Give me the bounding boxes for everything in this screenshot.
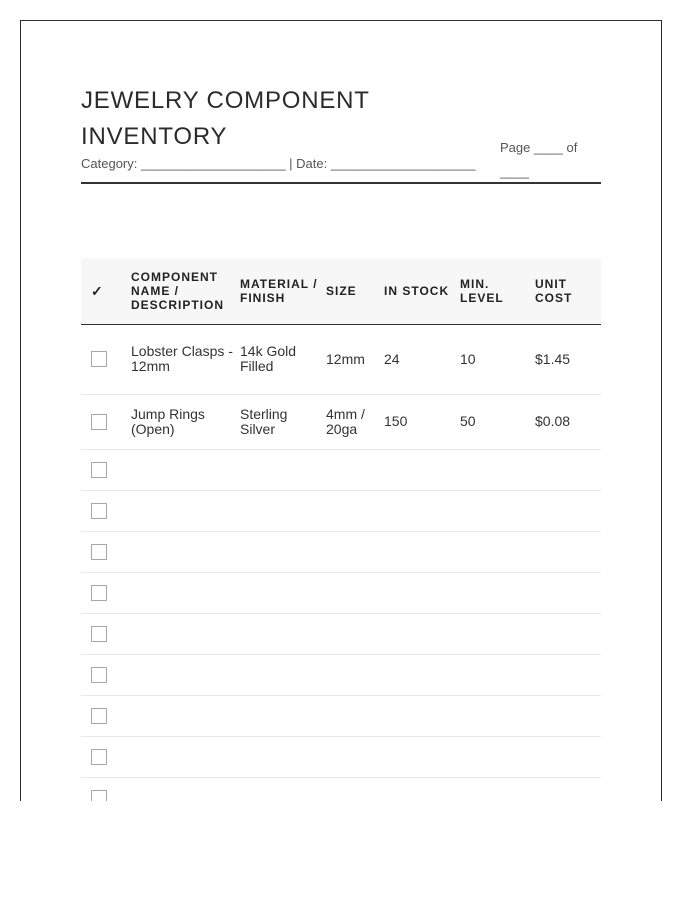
blank-row [81, 613, 601, 654]
row-checkbox[interactable] [91, 462, 107, 478]
row-checkbox-cell [81, 572, 131, 613]
header-unit-cost: UNIT COST [535, 258, 601, 324]
blank-row [81, 531, 601, 572]
row-checkbox[interactable] [91, 626, 107, 642]
component-cell: Lobster Clasps - 12mm [131, 324, 240, 394]
row-checkbox[interactable] [91, 790, 107, 801]
blank-row [81, 777, 601, 801]
header-size: SIZE [326, 258, 384, 324]
row-checkbox[interactable] [91, 749, 107, 765]
inventory-table [81, 258, 601, 801]
header-component: COMPONENT NAME / DESCRIPTION [131, 258, 240, 324]
unit-cost-cell: $0.08 [535, 394, 601, 449]
header-checkmark: ✓ [81, 258, 131, 324]
table-header-row [81, 258, 601, 324]
blank-row [81, 490, 601, 531]
table-row [81, 394, 601, 449]
sheet-header [81, 83, 601, 184]
row-checkbox-cell [81, 654, 131, 695]
row-checkbox[interactable] [91, 414, 107, 430]
row-checkbox[interactable] [91, 708, 107, 724]
row-checkbox-cell [81, 490, 131, 531]
row-checkbox-cell [81, 324, 131, 394]
row-checkbox[interactable] [91, 585, 107, 601]
blank-row [81, 736, 601, 777]
blank-row [81, 449, 601, 490]
size-cell: 12mm [326, 324, 384, 394]
row-checkbox[interactable] [91, 544, 107, 560]
row-checkbox[interactable] [91, 503, 107, 519]
min-level-cell: 10 [460, 324, 535, 394]
page-number-line: Page ____ of ____ [500, 140, 578, 179]
row-checkbox-cell [81, 777, 131, 801]
row-checkbox-cell [81, 736, 131, 777]
table-row [81, 324, 601, 394]
component-cell: Jump Rings (Open) [131, 394, 240, 449]
header-material: MATERIAL / FINISH [240, 258, 326, 324]
row-checkbox[interactable] [91, 667, 107, 683]
inventory-sheet [20, 20, 662, 801]
unit-cost-cell: $1.45 [535, 324, 601, 394]
row-checkbox-cell [81, 531, 131, 572]
row-checkbox-cell [81, 695, 131, 736]
blank-row [81, 695, 601, 736]
blank-row [81, 654, 601, 695]
row-checkbox-cell [81, 613, 131, 654]
size-cell: 4mm / 20ga [326, 394, 384, 449]
material-cell: Sterling Silver [240, 394, 326, 449]
in-stock-cell: 24 [384, 324, 460, 394]
header-min-level: MIN. LEVEL [460, 258, 535, 324]
blank-row [81, 572, 601, 613]
material-cell: 14k Gold Filled [240, 324, 326, 394]
category-date-line: Category: ____________________ | Date: ____________________ [81, 156, 476, 171]
header-in-stock: IN STOCK [384, 258, 460, 324]
row-checkbox-cell [81, 449, 131, 490]
min-level-cell: 50 [460, 394, 535, 449]
page-title: JEWELRY COMPONENT INVENTORY [81, 87, 370, 150]
in-stock-cell: 150 [384, 394, 460, 449]
row-checkbox[interactable] [91, 351, 107, 367]
row-checkbox-cell [81, 394, 131, 449]
